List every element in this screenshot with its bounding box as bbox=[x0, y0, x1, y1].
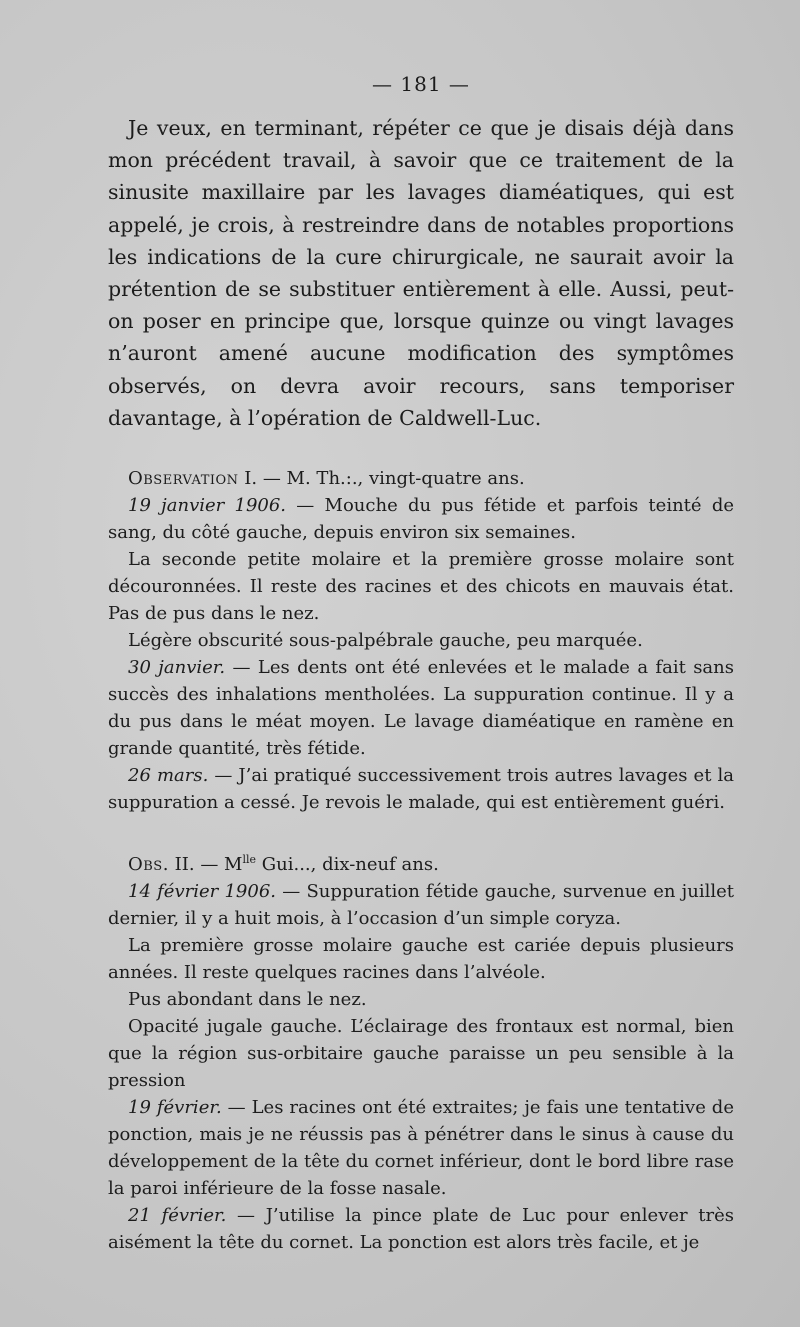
observation-2-label: Obs. bbox=[128, 854, 169, 876]
intro-section bbox=[108, 112, 734, 434]
observation-1-text-5: — J’ai pratiqué successivement trois autres lavages et la suppuration a cessé. Je revois le malade, qui est entièrement guéri. bbox=[108, 765, 734, 814]
observation-2-date-3: 21 février. bbox=[128, 1205, 227, 1227]
observation-2-paragraph-2: La première grosse molaire gauche est cariée depuis plusieurs années. Il reste quelques racines dans l’alvéole. bbox=[108, 935, 734, 984]
observation-2-text-6: — J’utilise la pince plate de Luc pour enlever très aisément la tête du cornet. La ponction est alors très facile, et je bbox=[108, 1205, 734, 1254]
observation-1-paragraph-2: La seconde petite molaire et la première grosse molaire sont découronnées. Il reste des racines et des chicots en mauvais état. Pas de pus dans le nez. bbox=[108, 549, 734, 625]
observation-2-heading-sup: lle bbox=[242, 853, 257, 867]
observation-2 bbox=[108, 851, 734, 1256]
observation-1-paragraph-1 bbox=[108, 492, 734, 546]
observation-1-heading-text: I. — M. Th.:., vingt-quatre ans. bbox=[238, 468, 525, 490]
observation-2-paragraph-4: Opacité jugale gauche. L’éclairage des frontaux est normal, bien que la région sus-orbitaire gauche paraisse un peu sensible à la pression bbox=[108, 1016, 734, 1092]
observation-1-paragraph-4 bbox=[108, 654, 734, 762]
observation-2-heading bbox=[108, 851, 734, 878]
observation-1-heading bbox=[108, 465, 734, 492]
observation-1-text-4: — Les dents ont été enlevées et le malade a fait sans succès des inhalations mentholées. La suppuration continue. Il y a du pus dans le méat moyen. Le lavage diaméatique en ramène en grande quantité, très fétide. bbox=[108, 657, 734, 760]
page-number: — 181 — bbox=[372, 72, 470, 96]
observation-1 bbox=[108, 465, 734, 816]
observation-2-paragraph-3: Pus abondant dans le nez. bbox=[128, 989, 367, 1011]
observation-1-paragraph-5 bbox=[108, 762, 734, 816]
observation-2-heading-text: Gui..., dix-neuf ans. bbox=[256, 854, 439, 876]
book-page bbox=[108, 72, 734, 1256]
observation-1-text-1: — Mouche du pus fétide et parfois teinté de sang, du côté gauche, depuis environ six semaines. bbox=[108, 495, 734, 544]
observation-2-text-5: — Les racines ont été extraites; je fais une tentative de ponction, mais je ne réussis pas à pénétrer dans le sinus à cause du développement de la tête du cornet inférieur, dont le bord libre rase la paroi inférieure de la fosse nasale. bbox=[108, 1097, 734, 1200]
observation-2-paragraph-5 bbox=[108, 1094, 734, 1202]
observation-2-paragraph-6 bbox=[108, 1202, 734, 1256]
observation-2-date-2: 19 février. bbox=[128, 1097, 222, 1119]
observation-2-paragraph-1 bbox=[108, 878, 734, 932]
observation-2-date-1: 14 février 1906. bbox=[128, 881, 277, 903]
observation-1-label: Observation bbox=[128, 468, 239, 490]
observation-1-date-3: 26 mars. bbox=[128, 765, 209, 787]
observation-1-paragraph-3: Légère obscurité sous-palpébrale gauche, peu marquée. bbox=[128, 630, 643, 652]
intro-paragraph: Je veux, en terminant, répéter ce que je disais déjà dans mon précédent travail, à savoir que ce traitement de la sinusite maxillaire par les lavages diaméatiques, qui est appelé, je crois, à restreindre dans de notables proportions les indications de la cure chirurgicale, ne saurait avoir la prétention de se substituer entièrement à elle. Aussi, peut-on poser en principe que, lorsque quinze ou vingt lavages n’auront amené aucune modification des symptômes observés, on devra avoir recours, sans temporiser davantage, à l’opération de Caldwell-Luc. bbox=[108, 116, 734, 430]
observation-1-date-1: 19 janvier 1906. bbox=[128, 495, 287, 517]
observation-2-text-1: — Suppuration fétide gauche, survenue en juillet dernier, il y a huit mois, à l’occasion d’un simple coryza. bbox=[108, 881, 735, 930]
observation-2-heading-mid: II. — M bbox=[168, 854, 243, 876]
observations bbox=[108, 465, 734, 1256]
observation-1-date-2: 30 janvier. bbox=[128, 657, 226, 679]
